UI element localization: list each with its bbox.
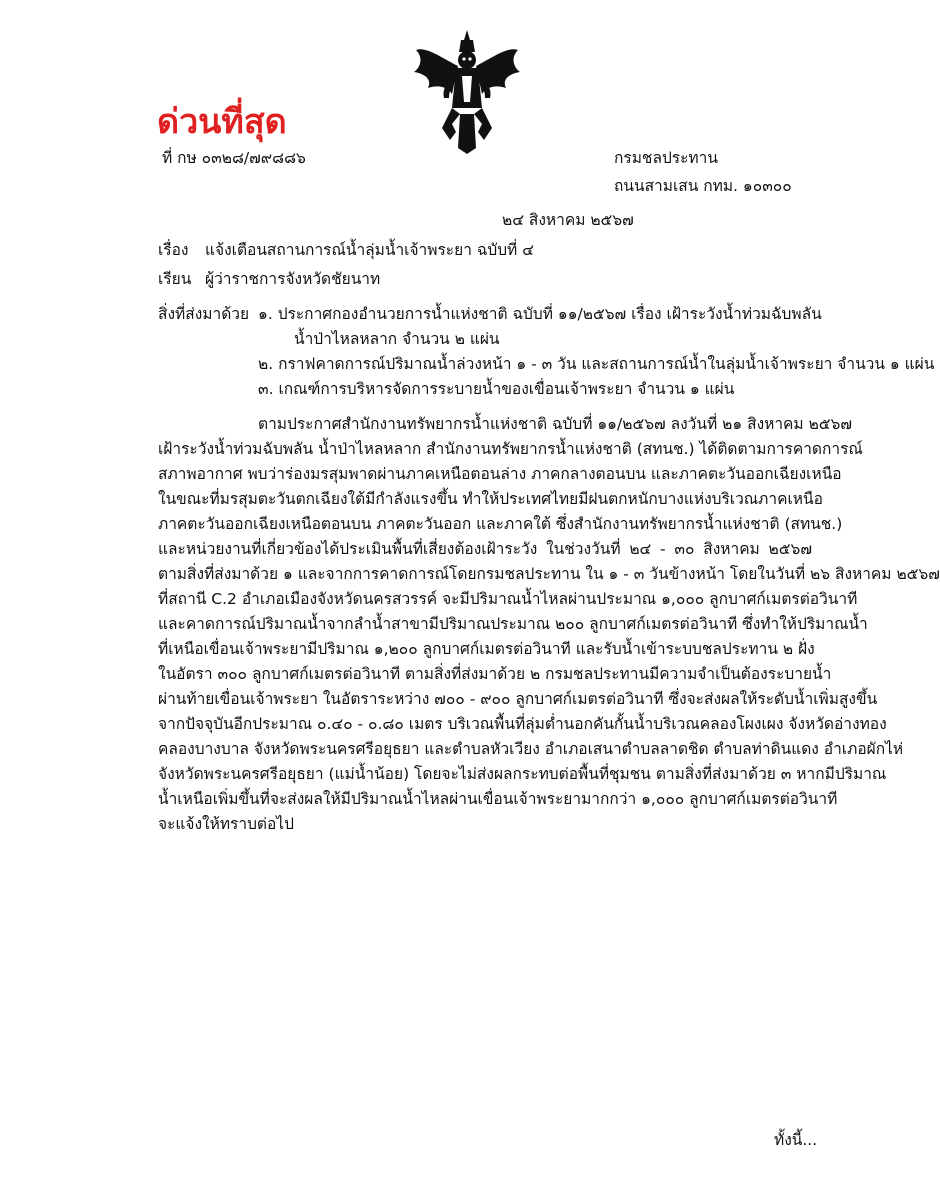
body-line: ตามสิ่งที่ส่งมาด้วย ๑ และจากการคาดการณ์โดยกรมชลประทาน ใน ๑ - ๓ วันข้างหน้า โดยในวันที่ ๒๖ สิงหาคม ๒๕๖๗ (158, 565, 940, 583)
agency-name: กรมชลประทาน (614, 149, 718, 167)
enclosure-item: ๓. เกณฑ์การบริหารจัดการระบายน้ำของเขื่อนเจ้าพระยา จำนวน ๑ แผ่น (258, 380, 735, 398)
recipient-text: ผู้ว่าราชการจังหวัดชัยนาท (205, 270, 381, 288)
subject-label: เรื่อง (158, 241, 189, 259)
body-line: จังหวัดพระนครศรีอยุธยา (แม่น้ำน้อย) โดยจะไม่ส่งผลกระทบต่อพื้นที่ชุมชน ตามสิ่งที่ส่งมาด้วย ๓ หากมีปริมาณ (158, 765, 887, 783)
agency-address: ถนนสามเสน กทม. ๑๐๓๐๐ (614, 177, 792, 195)
body-line-last: จะแจ้งให้ทราบต่อไป (158, 815, 294, 833)
body-line: ในขณะที่มรสุมตะวันตกเฉียงใต้มีกำลังแรงขึ้น ทำให้ประเทศไทยมีฝนตกหนักบางแห่งบริเวณภาคเหนือ (158, 490, 823, 508)
body-line: จากปัจจุบันอีกประมาณ ๐.๔๐ - ๐.๘๐ เมตร บริเวณพื้นที่ลุ่มต่ำนอกคันกั้นน้ำบริเวณคลองโผงเผง จังหวัดอ่างทอง (158, 715, 887, 733)
body-line: และหน่วยงานที่เกี่ยวข้องได้ประเมินพื้นที่เสี่ยงต้องเฝ้าระวัง ในช่วงวันที่ ๒๔ - ๓๐ สิงหาคม ๒๕๖๗ (158, 540, 812, 558)
urgency-label: ด่วนที่สุด (157, 102, 287, 142)
body-line: คลองบางบาล จังหวัดพระนครศรีอยุธยา และตำบลหัวเวียง อำเภอเสนาตำบลลาดชิด ตำบลท่าดินแดง อำเภอผักไห่ (158, 740, 904, 758)
body-line: เฝ้าระวังน้ำท่วมฉับพลัน น้ำป่าไหลหลาก สำนักงานทรัพยากรน้ำแห่งชาติ (สทนช.) ได้ติดตามการคาดการณ์ (158, 440, 863, 458)
enclosure-item-continued: น้ำป่าไหลหลาก จำนวน ๒ แผ่น (294, 330, 500, 348)
body-line: ภาคตะวันออกเฉียงเหนือตอนบน ภาคตะวันออก และภาคใต้ ซึ่งสำนักงานทรัพยากรน้ำแห่งชาติ (สทนช.) (158, 515, 843, 533)
body-line: ผ่านท้ายเขื่อนเจ้าพระยา ในอัตราระหว่าง ๗๐๐ - ๙๐๐ ลูกบาศก์เมตรต่อวินาที ซึ่งจะส่งผลให้ระดับน้ำเพิ่มสูงขึ้น (158, 690, 878, 708)
body-line: ที่สถานี C.2 อำเภอเมืองจังหวัดนครสวรรค์ จะมีปริมาณน้ำไหลผ่านประมาณ ๑,๐๐๐ ลูกบาศก์เมตรต่อวินาที (158, 590, 858, 608)
body-line: ในอัตรา ๓๐๐ ลูกบาศก์เมตรต่อวินาที ตามสิ่งที่ส่งมาด้วย ๒ กรมชลประทานมีความจำเป็นต้องระบายน้ำ (158, 665, 832, 683)
body-line: ที่เหนือเขื่อนเจ้าพระยามีปริมาณ ๑,๒๐๐ ลูกบาศก์เมตรต่อวินาที และรับน้ำเข้าระบบชลประทาน ๒ ฝั่ง (158, 640, 815, 658)
enclosure-item: ๑. ประกาศกองอำนวยการน้ำแห่งชาติ ฉบับที่ ๑๑/๒๕๖๗ เรื่อง เฝ้าระวังน้ำท่วมฉับพลัน (258, 305, 822, 323)
body-line: สภาพอากาศ พบว่าร่องมรสุมพาดผ่านภาคเหนือตอนล่าง ภาคกลางตอนบน และภาคตะวันออกเฉียงเหนือ (158, 465, 842, 483)
reference-number: ที่ กษ ๐๓๒๘/๗๙๘๘๖ (162, 149, 306, 167)
letter-date: ๒๔ สิงหาคม ๒๕๖๗ (502, 211, 634, 229)
enclosures-label: สิ่งที่ส่งมาด้วย (158, 305, 250, 323)
body-line: และคาดการณ์ปริมาณน้ำจากลำน้ำสาขามีปริมาณประมาณ ๒๐๐ ลูกบาศก์เมตรต่อวินาที ซึ่งทำให้ปริมาณน้ำ (158, 615, 868, 633)
garuda-emblem-icon (412, 28, 522, 154)
recipient-label: เรียน (158, 270, 192, 288)
continuation-marker: ทั้งนี้... (774, 1131, 818, 1149)
subject-text: แจ้งเตือนสถานการณ์น้ำลุ่มน้ำเจ้าพระยา ฉบับที่ ๔ (205, 241, 534, 259)
enclosure-item: ๒. กราฟคาดการณ์ปริมาณน้ำล่วงหน้า ๑ - ๓ วัน และสถานการณ์น้ำในลุ่มน้ำเจ้าพระยา จำนวน ๑ แผ่น (258, 355, 935, 373)
body-line: น้ำเหนือเพิ่มขึ้นที่จะส่งผลให้มีปริมาณน้ำไหลผ่านเขื่อนเจ้าพระยามากกว่า ๑,๐๐๐ ลูกบาศก์เมตรต่อวินาที (158, 790, 838, 808)
body-line-first: ตามประกาศสำนักงานทรัพยากรน้ำแห่งชาติ ฉบับที่ ๑๑/๒๕๖๗ ลงวันที่ ๒๑ สิงหาคม ๒๕๖๗ (258, 415, 853, 433)
